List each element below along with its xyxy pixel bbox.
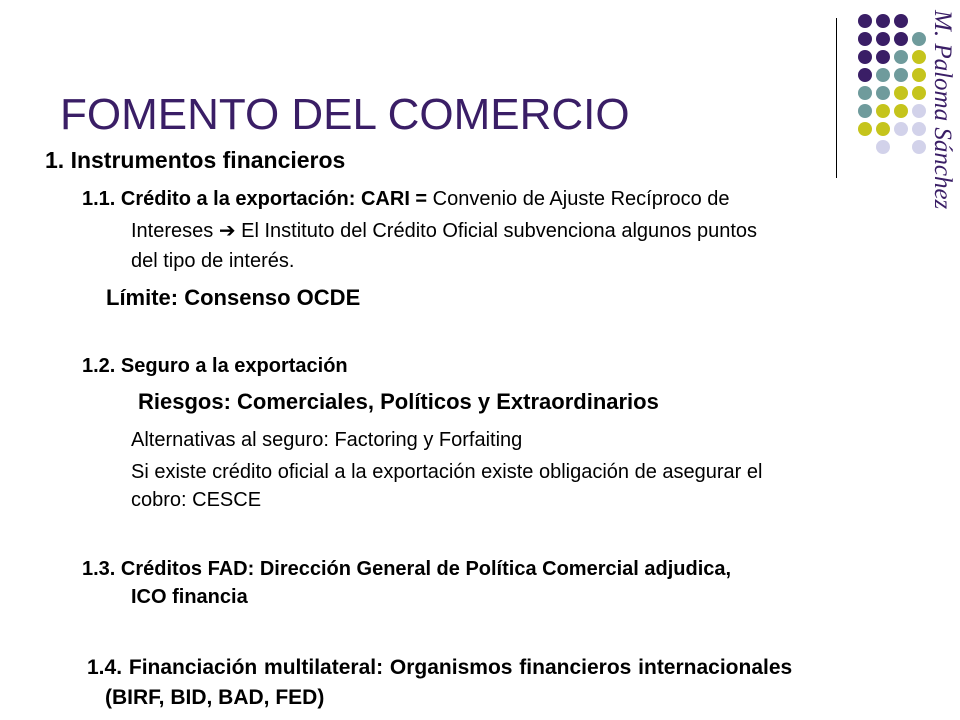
dot bbox=[876, 104, 890, 118]
dot bbox=[858, 68, 872, 82]
decorative-dot-grid bbox=[850, 12, 930, 162]
s14-line1: 1.4. Financiación multilateral: Organismos financieros internacionales bbox=[87, 656, 793, 679]
dot bbox=[858, 122, 872, 136]
author-signature: M. Paloma Sánchez bbox=[929, 10, 956, 210]
dot bbox=[894, 14, 908, 28]
s11-cari: CARI = bbox=[360, 188, 428, 210]
dot bbox=[894, 50, 908, 64]
dot bbox=[912, 86, 926, 100]
dot bbox=[858, 32, 872, 46]
s12-riesgos: Riesgos: Comerciales, Políticos y Extraordinarios bbox=[138, 389, 659, 414]
dot bbox=[858, 86, 872, 100]
s13-line1: 1.3. Créditos FAD: Dirección General de Política Comercial adjudica, bbox=[82, 558, 732, 580]
slide-title: FOMENTO DEL COMERCIO bbox=[60, 90, 630, 139]
s11-text1: Convenio de Ajuste Recíproco de bbox=[432, 188, 730, 210]
dot bbox=[876, 50, 890, 64]
s13-line2: ICO financia bbox=[131, 586, 248, 608]
dot bbox=[894, 122, 908, 136]
s12-credito-line2: cobro: CESCE bbox=[131, 489, 262, 511]
dot bbox=[876, 122, 890, 136]
section-heading: 1. Instrumentos financieros bbox=[45, 147, 346, 173]
dot bbox=[876, 14, 890, 28]
s12-alternativas: Alternativas al seguro: Factoring y Forfaiting bbox=[131, 429, 523, 451]
arrow-icon: ➔ bbox=[218, 220, 236, 242]
s11-label: 1.1. Crédito a la exportación: bbox=[82, 188, 356, 210]
s12-credito-line1: Si existe crédito oficial a la exportación existe obligación de asegurar el bbox=[131, 461, 763, 483]
dot bbox=[912, 68, 926, 82]
dot bbox=[912, 140, 926, 154]
dot bbox=[858, 14, 872, 28]
dot bbox=[912, 50, 926, 64]
dot bbox=[876, 32, 890, 46]
dot bbox=[894, 104, 908, 118]
dot bbox=[858, 50, 872, 64]
s11-text2b: El Instituto del Crédito Oficial subvenciona algunos puntos bbox=[241, 220, 758, 242]
s11-line2 bbox=[131, 218, 757, 243]
dot bbox=[894, 32, 908, 46]
s11-limite: Límite: Consenso OCDE bbox=[106, 285, 361, 310]
dot bbox=[876, 140, 890, 154]
dot bbox=[912, 32, 926, 46]
dot bbox=[876, 86, 890, 100]
dot bbox=[912, 104, 926, 118]
s11-text3: del tipo de interés. bbox=[131, 250, 295, 272]
s14-line2: (BIRF, BID, BAD, FED) bbox=[105, 686, 325, 709]
dot bbox=[912, 122, 926, 136]
divider-line bbox=[836, 18, 837, 178]
dot bbox=[894, 86, 908, 100]
s11-text2a: Intereses bbox=[131, 220, 214, 242]
s11-line1 bbox=[82, 188, 730, 211]
dot bbox=[894, 68, 908, 82]
s12-label: 1.2. Seguro a la exportación bbox=[82, 355, 348, 377]
dot bbox=[876, 68, 890, 82]
dot bbox=[858, 104, 872, 118]
